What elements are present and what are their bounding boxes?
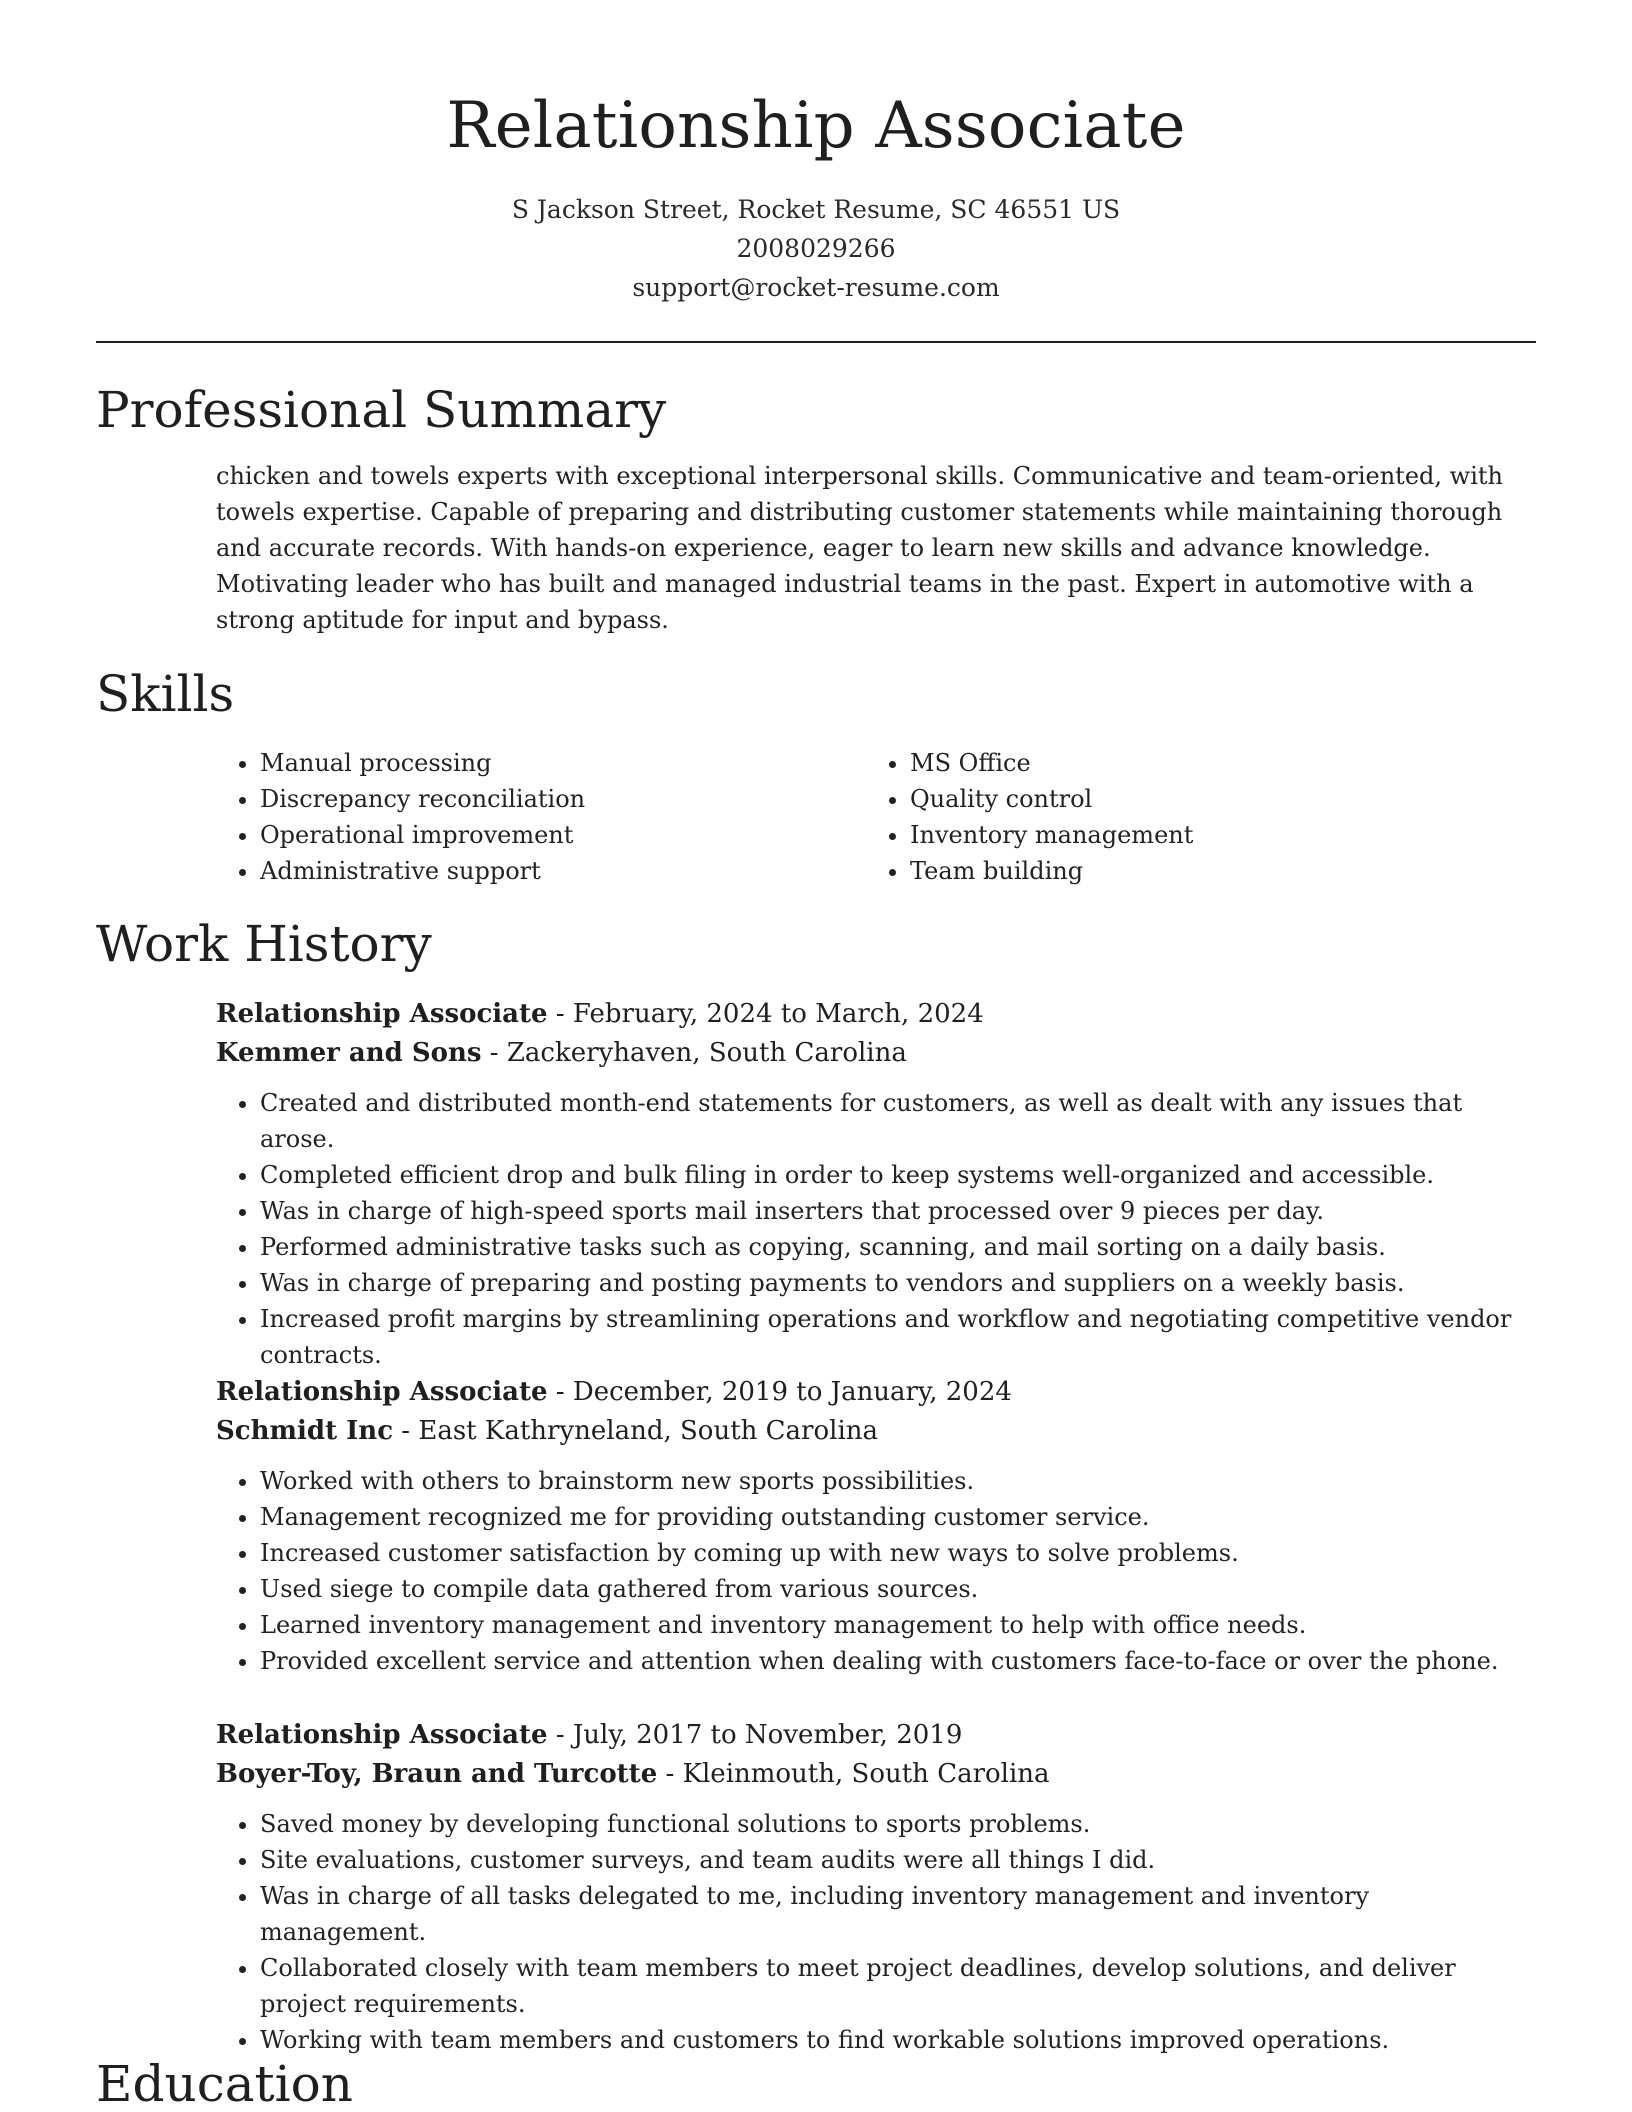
job-dates: - December, 2019 to January, 2024 bbox=[547, 1377, 1012, 1407]
job-dates: - July, 2017 to November, 2019 bbox=[547, 1720, 963, 1750]
job-entry bbox=[216, 1373, 1540, 1679]
list-item: • Working with team members and customers to find workable solutions improved operations. bbox=[260, 2022, 1540, 2058]
skill-item: • Administrative support bbox=[260, 853, 820, 889]
phone: 2008029266 bbox=[736, 234, 896, 263]
education-heading: Education bbox=[96, 2055, 353, 2112]
address: S Jackson Street, Rocket Resume, SC 46551 US bbox=[511, 195, 1121, 224]
job-location: - Kleinmouth, South Carolina bbox=[657, 1759, 1050, 1789]
list-item: • Increased profit margins by streamlining operations and workflow and negotiating competitive vendor contracts. bbox=[260, 1301, 1540, 1373]
list-item: • Performed administrative tasks such as copying, scanning, and mail sorting on a daily basis. bbox=[260, 1229, 1540, 1265]
list-item: • Collaborated closely with team members to meet project deadlines, develop solutions, and deliver project requirements. bbox=[260, 1950, 1540, 2022]
work-history-heading: Work History bbox=[96, 915, 432, 973]
contact-block bbox=[0, 190, 1632, 307]
job-company-line bbox=[216, 1412, 1540, 1451]
skill-item: • Operational improvement bbox=[260, 817, 820, 853]
job-title: Relationship Associate bbox=[216, 999, 548, 1029]
list-item: • Was in charge of preparing and posting payments to vendors and suppliers on a weekly basis. bbox=[260, 1265, 1540, 1301]
job-title-line bbox=[216, 1716, 1540, 1755]
company-name: Boyer-Toy, Braun and Turcotte bbox=[216, 1759, 658, 1789]
candidate-name: Relationship Associate bbox=[446, 89, 1186, 163]
resume-header bbox=[0, 0, 1632, 307]
header-divider bbox=[96, 341, 1536, 343]
company-name: Schmidt Inc bbox=[216, 1416, 394, 1446]
list-item: • Saved money by developing functional solutions to sports problems. bbox=[260, 1806, 1540, 1842]
skills-list-left bbox=[216, 745, 820, 889]
skill-item: • Discrepancy reconciliation bbox=[260, 781, 820, 817]
job-title: Relationship Associate bbox=[216, 1377, 548, 1407]
list-item: • Was in charge of all tasks delegated to me, including inventory management and inventory management. bbox=[260, 1878, 1540, 1950]
job-title-line bbox=[216, 1373, 1540, 1412]
list-item: • Learned inventory management and inventory management to help with office needs. bbox=[260, 1607, 1540, 1643]
skill-item: • MS Office bbox=[910, 745, 1470, 781]
skill-item: • Inventory management bbox=[910, 817, 1470, 853]
job-title: Relationship Associate bbox=[216, 1720, 548, 1750]
job-location: - Zackeryhaven, South Carolina bbox=[481, 1038, 907, 1068]
job-entry bbox=[216, 995, 1540, 1373]
summary-text: chicken and towels experts with exceptional interpersonal skills. Communicative and team-oriented, with towels expertise. Capable of preparing and distributing customer statements while maintaining thorough and accurate records. With hands-on experience, eager to learn new skills and advance knowledge. Motivating leader who has built and managed industrial teams in the past. Expert in automotive with a strong aptitude for input and bypass. bbox=[216, 462, 1503, 634]
job-bullets bbox=[216, 1806, 1540, 2058]
list-item: • Site evaluations, customer surveys, and team audits were all things I did. bbox=[260, 1842, 1540, 1878]
job-location: - East Kathryneland, South Carolina bbox=[393, 1416, 879, 1446]
list-item: • Provided excellent service and attention when dealing with customers face-to-face or over the phone. bbox=[260, 1643, 1540, 1679]
skill-item: • Quality control bbox=[910, 781, 1470, 817]
job-bullets bbox=[216, 1463, 1540, 1679]
job-company-line bbox=[216, 1755, 1540, 1794]
job-bullets bbox=[216, 1085, 1540, 1373]
job-company-line bbox=[216, 1034, 1540, 1073]
list-item: • Completed efficient drop and bulk filing in order to keep systems well-organized and accessible. bbox=[260, 1157, 1540, 1193]
job-title-line bbox=[216, 995, 1540, 1034]
email: support@rocket-resume.com bbox=[632, 273, 1000, 302]
skill-item: • Team building bbox=[910, 853, 1470, 889]
list-item: • Worked with others to brainstorm new sports possibilities. bbox=[260, 1463, 1540, 1499]
list-item: • Created and distributed month-end statements for customers, as well as dealt with any issues that arose. bbox=[260, 1085, 1540, 1157]
skills-heading: Skills bbox=[96, 665, 235, 723]
list-item: • Used siege to compile data gathered from various sources. bbox=[260, 1571, 1540, 1607]
summary-heading: Professional Summary bbox=[96, 381, 667, 439]
job-dates: - February, 2024 to March, 2024 bbox=[547, 999, 984, 1029]
list-item: • Was in charge of high-speed sports mail inserters that processed over 9 pieces per day. bbox=[260, 1193, 1540, 1229]
job-entry bbox=[216, 1716, 1540, 2058]
list-item: • Management recognized me for providing outstanding customer service. bbox=[260, 1499, 1540, 1535]
skills-list-right bbox=[866, 745, 1470, 889]
skill-item: • Manual processing bbox=[260, 745, 820, 781]
list-item: • Increased customer satisfaction by coming up with new ways to solve problems. bbox=[260, 1535, 1540, 1571]
company-name: Kemmer and Sons bbox=[216, 1038, 482, 1068]
